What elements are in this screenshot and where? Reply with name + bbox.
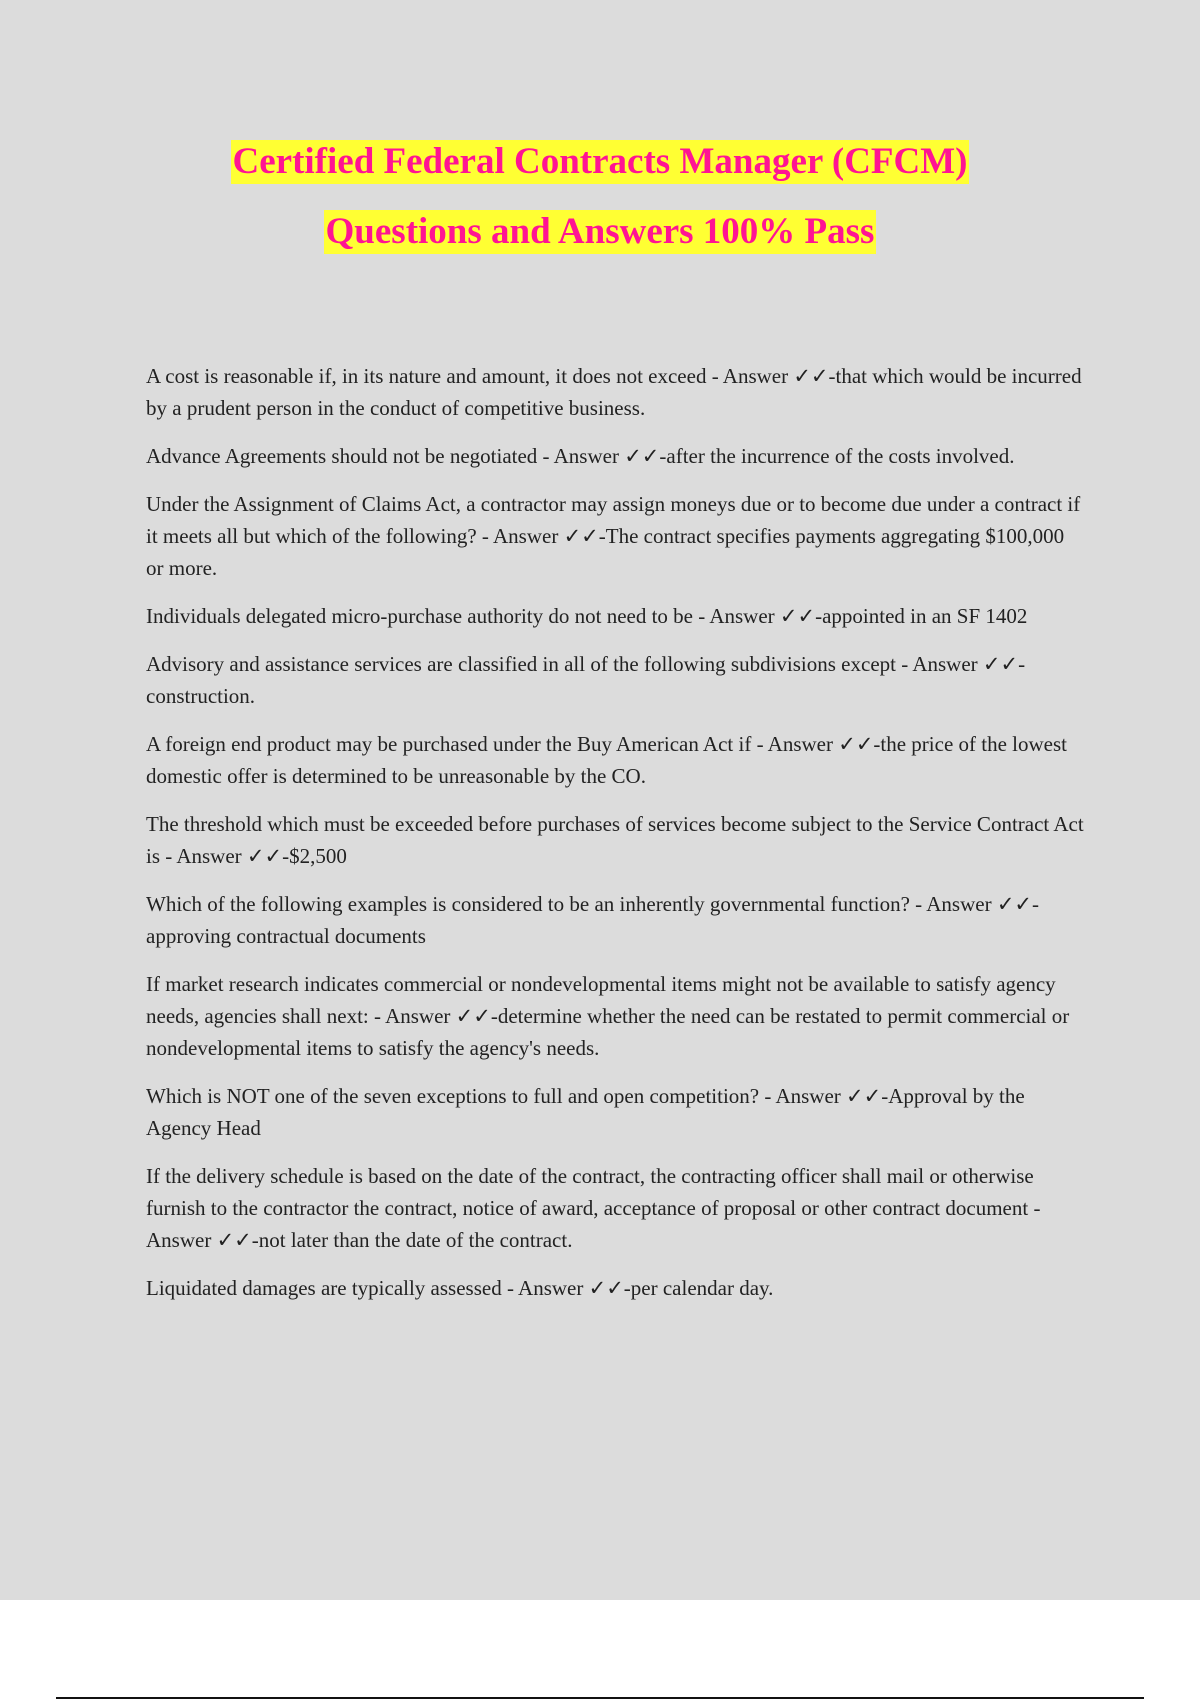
footer-divider <box>56 1697 1144 1699</box>
qa-list <box>146 360 1086 1320</box>
qa-item: The threshold which must be exceeded before purchases of services become subject to the Service Contract Act is - Answer ✓✓-$2,500 <box>146 812 1084 868</box>
qa-item: A cost is reasonable if, in its nature and amount, it does not exceed - Answer ✓✓-that which would be incurred by a prudent person in the conduct of competitive business. <box>146 364 1082 420</box>
title-line-2: Questions and Answers 100% Pass <box>325 211 875 252</box>
document-title <box>0 140 1200 254</box>
title-line-1: Certified Federal Contracts Manager (CFCM) <box>232 141 968 182</box>
qa-item: A foreign end product may be purchased under the Buy American Act if - Answer ✓✓-the price of the lowest domestic offer is determined to be unreasonable by the CO. <box>146 732 1068 788</box>
qa-item: Liquidated damages are typically assessed - Answer ✓✓-per calendar day. <box>146 1276 774 1300</box>
qa-item: Under the Assignment of Claims Act, a contractor may assign moneys due or to become due under a contract if it meets all but which of the following? - Answer ✓✓-The contract specifies payments aggregating $100,000 or more. <box>146 492 1081 580</box>
qa-item: If market research indicates commercial or nondevelopmental items might not be available to satisfy agency needs, agencies shall next: - Answer ✓✓-determine whether the need can be restated to permit commercial or nondevelopmental items to satisfy the agency's needs. <box>146 972 1070 1060</box>
qa-item: If the delivery schedule is based on the date of the contract, the contracting officer shall mail or otherwise furnish to the contractor the contract, notice of award, acceptance of proposal or other contract document - Answer ✓✓-not later than the date of the contract. <box>146 1164 1041 1252</box>
qa-item: Which is NOT one of the seven exceptions to full and open competition? - Answer ✓✓-Approval by the Agency Head <box>146 1084 1025 1140</box>
qa-item: Which of the following examples is considered to be an inherently governmental function? - Answer ✓✓-approving contractual documents <box>146 892 1040 948</box>
qa-item: Advisory and assistance services are classified in all of the following subdivisions except - Answer ✓✓-construction. <box>146 652 1026 708</box>
qa-item: Individuals delegated micro-purchase authority do not need to be - Answer ✓✓-appointed in an SF 1402 <box>146 604 1028 628</box>
qa-item: Advance Agreements should not be negotiated - Answer ✓✓-after the incurrence of the costs involved. <box>146 444 1015 468</box>
